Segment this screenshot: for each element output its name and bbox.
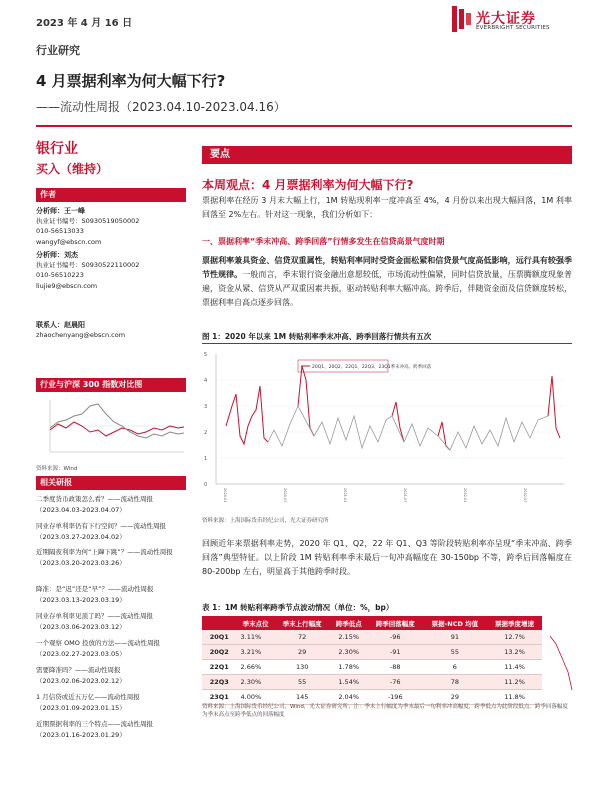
figure-legend: 20Q1、20Q2、22Q1、22Q3、23Q1季末冲高、跨季回落 bbox=[312, 365, 432, 370]
figure-source: 资料来源：上海国际货币经纪公司，光大证券研究所 bbox=[202, 518, 329, 524]
table-cell: -76 bbox=[368, 675, 423, 690]
table-header: 跨季低点 bbox=[330, 616, 368, 630]
author-license: 执业证书编号：S0930522110002 bbox=[36, 261, 140, 270]
header-divider bbox=[36, 125, 572, 127]
table-cell: 29 bbox=[423, 690, 487, 705]
related-title[interactable]: 同业存单利率见顶了吗？——流动性周报 bbox=[36, 612, 153, 620]
related-title[interactable]: 同业存单利率仍有下行空间？——流动性周报 bbox=[36, 522, 166, 530]
view-title: 本周观点：4 月票据利率为何大幅下行? bbox=[202, 178, 414, 192]
table-cell: -91 bbox=[368, 645, 423, 660]
table-cell: 2.04% bbox=[330, 690, 368, 705]
table-cell: 1.78% bbox=[330, 660, 368, 675]
report-category: 行业研究 bbox=[36, 44, 80, 57]
related-item[interactable] bbox=[36, 584, 186, 606]
svg-text:0: 0 bbox=[204, 482, 208, 488]
index-comparison-chart bbox=[36, 392, 186, 462]
table-cell: 20Q1 bbox=[202, 630, 237, 645]
table-row bbox=[202, 660, 542, 675]
author-name: 分析师：刘杰 bbox=[36, 251, 78, 259]
table-cell: 2.30% bbox=[237, 675, 275, 690]
table-cell: 12.7% bbox=[487, 630, 542, 645]
logo bbox=[452, 6, 572, 36]
rate-table bbox=[202, 616, 542, 705]
author-email[interactable]: wangyf@ebscn.com bbox=[36, 237, 102, 246]
related-date: （2023.03.13-2023.03.19） bbox=[36, 596, 126, 604]
svg-text:1: 1 bbox=[204, 456, 208, 462]
contact-name: 联系人：赵晨阳 bbox=[36, 321, 85, 329]
table-cell: 29 bbox=[275, 645, 330, 660]
table-cell: 2.15% bbox=[330, 630, 368, 645]
table-header-row bbox=[202, 616, 542, 630]
related-title[interactable]: 近期隔夜利率为何“上蹿下跳”？——流动性周报 bbox=[36, 548, 173, 556]
report-date: 2023 年 4 月 16 日 bbox=[36, 18, 133, 29]
svg-text:2: 2 bbox=[204, 430, 208, 436]
table-cell: 2.66% bbox=[237, 660, 275, 675]
svg-text:2021-07: 2021-07 bbox=[403, 488, 407, 503]
table-cell: 23Q1 bbox=[202, 690, 237, 705]
table-source: 资料来源：上海国际货币经纪公司，Wind，光大证券研究所；注：季末上行幅度为季末最后一旬利率冲高幅度，跨季低点为此阶段低点。跨季回落幅度为季末高点至跨季低点的回落幅度 bbox=[202, 704, 568, 718]
table-cell: 91 bbox=[423, 630, 487, 645]
author-email[interactable]: liujie9@ebscn.com bbox=[36, 281, 98, 290]
table-cell: 1.54% bbox=[330, 675, 368, 690]
table-row bbox=[202, 630, 542, 645]
figure-title: 图 1：2020 年以来 1M 转贴利率季末冲高、跨季回落行情共有五次 bbox=[202, 332, 432, 341]
table-row bbox=[202, 675, 542, 690]
logo-subtext: EVERBRIGHT SECURITIES bbox=[476, 25, 550, 31]
svg-text:2020-07: 2020-07 bbox=[283, 488, 287, 503]
logo-text: 光大证券 bbox=[476, 11, 536, 27]
table-header: 跨季回落幅度 bbox=[368, 616, 423, 630]
svg-text:2022-07: 2022-07 bbox=[523, 488, 527, 503]
table-cell: -196 bbox=[368, 690, 423, 705]
related-item[interactable] bbox=[36, 719, 186, 741]
summary-section-header: 要点 bbox=[202, 146, 572, 164]
author-section-header: 作者 bbox=[36, 188, 186, 202]
table-cell: 22Q1 bbox=[202, 660, 237, 675]
report-subtitle: ——流动性周报（2023.04.10-2023.04.16） bbox=[36, 100, 286, 114]
contact-email[interactable]: zhaochenyang@ebscn.com bbox=[36, 331, 126, 340]
related-item[interactable] bbox=[36, 494, 186, 516]
chart-section-header: 行业与沪深 300 指数对比图 bbox=[36, 378, 186, 392]
author-phone: 010-56510223 bbox=[36, 271, 84, 280]
table-cell: 13.2% bbox=[487, 645, 542, 660]
table-cell: 6 bbox=[423, 660, 487, 675]
related-date: （2023.03.06-2023.03.12） bbox=[36, 623, 126, 631]
author-phone: 010-56513033 bbox=[36, 227, 84, 236]
industry-label: 银行业 bbox=[36, 141, 78, 157]
related-title[interactable]: 1 月信贷或近五万亿——流动性周报 bbox=[36, 693, 140, 701]
table-header: 票据季度增速 bbox=[487, 616, 542, 630]
related-item[interactable] bbox=[36, 547, 186, 569]
body-paragraph-rest: 一般而言，季末银行资金融出意愿较低，市场流动性偏紧，同时信贷放量，压票腾额度现象普遍，资金从紧、信贷从严双重因素共振，驱动转贴利率大幅冲高。跨季后，伴随资金面及信贷额度转松，票据利率自高点逐步回落。 bbox=[202, 270, 573, 307]
table-cell: 2.30% bbox=[330, 645, 368, 660]
related-date: （2023.02.06-2023.02.12） bbox=[36, 677, 126, 685]
table-cell: 22Q3 bbox=[202, 675, 237, 690]
related-item[interactable] bbox=[36, 665, 186, 687]
svg-text:4: 4 bbox=[204, 378, 208, 384]
table-cell: 11.4% bbox=[487, 660, 542, 675]
table-cell: -96 bbox=[368, 630, 423, 645]
related-title[interactable]: 二季度货币政策怎么看？——流动性周报 bbox=[36, 495, 153, 503]
table-cell: 145 bbox=[275, 690, 330, 705]
svg-text:2020-01: 2020-01 bbox=[223, 488, 227, 503]
table-cell: 3.21% bbox=[237, 645, 275, 660]
report-title: 4 月票据利率为何大幅下行? bbox=[36, 72, 226, 90]
svg-text:2022-01: 2022-01 bbox=[463, 488, 467, 503]
table-header: 票据-NCD 均值 bbox=[423, 616, 487, 630]
author-name: 分析师：王一峰 bbox=[36, 207, 85, 215]
author-2 bbox=[36, 250, 186, 291]
table-cell: 20Q2 bbox=[202, 645, 237, 660]
svg-text:2021-01: 2021-01 bbox=[343, 488, 347, 503]
table-cell: 55 bbox=[275, 675, 330, 690]
growth-trend-sparkline bbox=[546, 630, 576, 700]
related-title[interactable]: 近期票据利率的三个特点——流动性周报 bbox=[36, 720, 153, 728]
rating-label: 买入（维持） bbox=[36, 162, 109, 176]
table-header: 季末上行幅度 bbox=[275, 616, 330, 630]
review-paragraph: 回顾近年来票据利率走势，2020 年 Q1、Q2，22 年 Q1、Q3 等阶段转贴利率亦呈现“季末冲高、跨季回落”典型特征。以上阶段 1M 转贴利率季末最后一旬冲高幅度在 30-150bp 不等，跨季后回落幅度在 80-200bp 左右，明显高于其他跨季时段。 bbox=[202, 539, 572, 576]
related-date: （2023.02.27-2023.03.05） bbox=[36, 650, 126, 658]
table-cell: 3.11% bbox=[237, 630, 275, 645]
related-date: （2023.01.16-2023.01.29） bbox=[36, 731, 126, 739]
related-item[interactable] bbox=[36, 521, 186, 543]
table-header: 季末点位 bbox=[237, 616, 275, 630]
table-cell: 130 bbox=[275, 660, 330, 675]
table-cell: 11.8% bbox=[487, 690, 542, 705]
everbright-logo-icon bbox=[452, 6, 472, 32]
table-cell: 4.00% bbox=[237, 690, 275, 705]
table-header bbox=[202, 616, 237, 630]
author-license: 执业证书编号：S0930519050002 bbox=[36, 217, 140, 226]
related-date: （2023.03.20-2023.03.26） bbox=[36, 559, 126, 567]
rate-line-chart bbox=[202, 346, 572, 514]
related-item[interactable] bbox=[36, 611, 186, 633]
related-item[interactable] bbox=[36, 638, 186, 660]
svg-text:3: 3 bbox=[204, 404, 208, 410]
body-paragraph-lead: 票据利率兼具资金、信贷双重属性，转贴利率同时受资金面松紧和信贷景气度高低影响，远行具有较强季节性规律。 bbox=[202, 256, 572, 279]
related-section-header: 相关研报 bbox=[36, 476, 186, 490]
related-title[interactable]: 一个观察 OMO 投放的方法——流动性周报 bbox=[36, 639, 160, 647]
table-title: 表 1：1M 转贴利率跨季节点波动情况（单位：%，bp） bbox=[202, 603, 394, 612]
intro-paragraph: 票据利率在经历 3 月末大幅上行，1M 转贴现利率一度冲高至 4%，4 月份以来出现大幅回落，1M 利率回落至 2%左右。针对这一现象，我们分析如下： bbox=[202, 196, 572, 219]
related-title[interactable]: 降准：是“迟”还是“早”？——流动性周报 bbox=[36, 585, 154, 593]
table-cell: 72 bbox=[275, 630, 330, 645]
figure-divider bbox=[202, 343, 572, 344]
related-date: （2023.04.03-2023.04.07） bbox=[36, 506, 126, 514]
body-paragraph bbox=[202, 254, 572, 310]
related-date: （2023.01.09-2023.01.15） bbox=[36, 704, 126, 712]
table-cell: 78 bbox=[423, 675, 487, 690]
table-cell: 11.2% bbox=[487, 675, 542, 690]
section-subheading: 一、票据利率“季末冲高、跨季回落”行情多发生在信贷高景气度时期 bbox=[202, 237, 445, 246]
contact bbox=[36, 320, 186, 340]
author-1 bbox=[36, 206, 186, 247]
table-row bbox=[202, 645, 542, 660]
related-title[interactable]: 需要降准吗？——流动性周报 bbox=[36, 666, 121, 674]
svg-text:5: 5 bbox=[204, 352, 208, 358]
table-cell: 55 bbox=[423, 645, 487, 660]
related-date: （2023.03.27-2023.04.02） bbox=[36, 533, 126, 541]
related-item[interactable] bbox=[36, 692, 186, 714]
table-cell: -88 bbox=[368, 660, 423, 675]
chart-source: 资料来源：Wind bbox=[36, 466, 78, 472]
